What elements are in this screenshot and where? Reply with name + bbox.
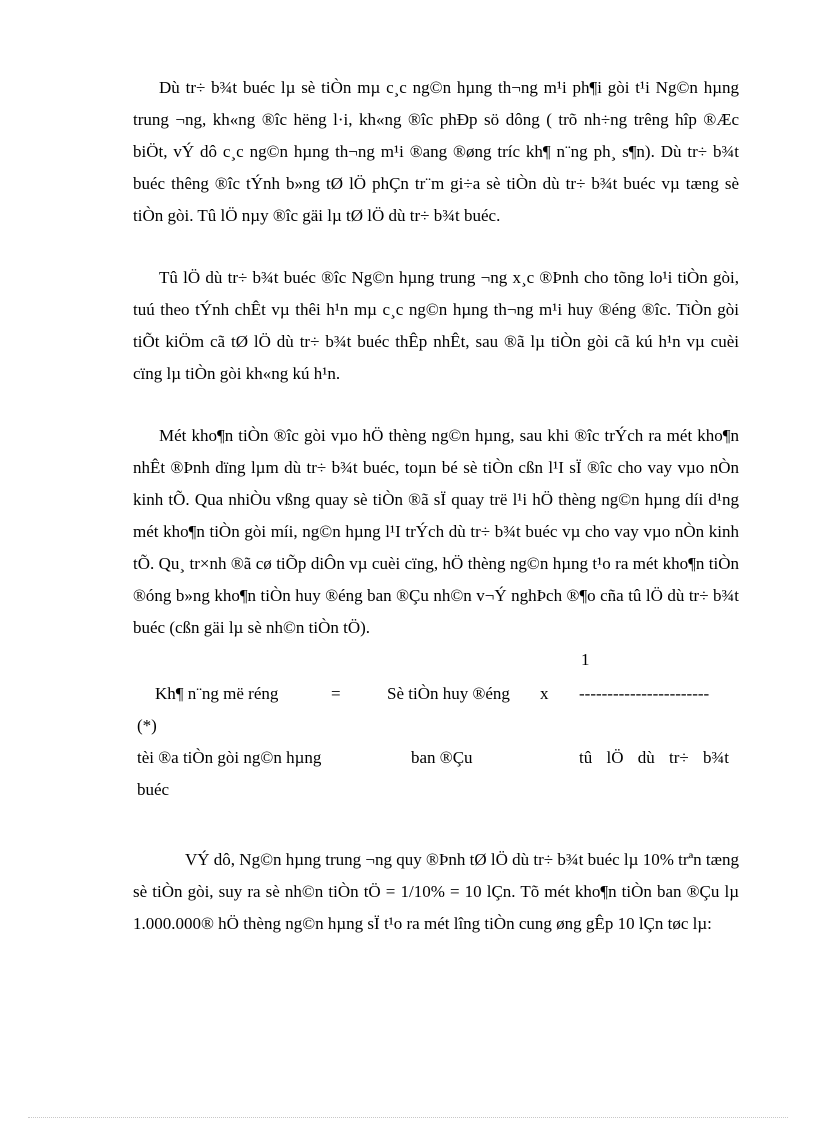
formula-middle-label-line2: ban ®Çu: [411, 748, 473, 767]
formula-fraction-bar: -----------------------: [579, 684, 710, 703]
formula-left-label: Kh¶ n¨ng më réng: [155, 684, 279, 703]
paragraph-reserve-ratio: Tû lÖ dù tr÷ b¾t buéc ®îc Ng©n hµng trung ¬ng x¸c ®Þnh cho tõng lo¹i tiÒn gòi, tuú theo tÝnh chÊt vµ thêi h¹n mµ c¸c ng©n hµng th¬ng m¹i huy ®éng ®îc. TiÒn gòi tiÕt kiÖm cã tØ lÖ dù tr÷ b¾t buéc thÊp nhÊt, sau ®ã lµ tiÒn gòi cã kú h¹n vµ cuèi cïng lµ tiÒn gòi kh«ng kú h¹n.: [133, 268, 739, 383]
formula-middle-label: Sè tiÒn huy ®éng: [387, 684, 510, 703]
formula-denominator: tû lÖ dù tr÷ b¾t: [579, 748, 729, 767]
document-body: [133, 72, 739, 940]
formula-marker: (*): [137, 716, 157, 735]
paragraph-required-reserves: Dù tr÷ b¾t buéc lµ sè tiÒn mµ c¸c ng©n hµng th¬ng m¹i ph¶i gòi t¹i Ng©n hµng trung ¬ng, kh«ng ®îc hëng l·i, kh«ng ®îc phÐp sö dông ( trõ nh÷ng trêng hîp ®Æc biÖt, vÝ dô c¸c ng©n hµng th¬ng m¹i ®ang ®øng tríc kh¶ n¨ng ph¸ s¶n). Dù tr÷ b¾t buéc thêng ®îc tÝnh b»ng tØ lÖ phÇn tr¨m gi÷a sè tiÒn dù tr÷ b¾t buéc vµ tæng sè tiÒn gòi. Tû lÖ nµy ®îc gäi lµ tØ lÖ dù tr÷ b¾t buéc.: [133, 78, 739, 225]
paragraph-money-multiplier: Mét kho¶n tiÒn ®îc gòi vµo hÖ thèng ng©n hµng, sau khi ®îc trÝch ra mét kho¶n nhÊt ®Þnh dïng lµm dù tr÷ b¾t buéc, toµn bé sè tiÒn cßn l¹I sÏ ®îc cho vay vµo nÒn kinh tÕ. Qua nhiÒu vßng quay sè tiÒn ®ã sÏ quay trë l¹i hÖ thèng ng©n hµng díi d¹ng mét kho¶n tiÒn gòi míi, ng©n hµng l¹I trÝch dù tr÷ b¾t buéc vµ cho vay vµo nÒn kinh tÕ. Qu¸ tr×nh ®ã cø tiÕp diÔn vµ cuèi cïng, hÖ thèng ng©n hµng t¹o ra mét kho¶n tiÒn ®óng b»ng kho¶n tiÒn huy ®éng ban ®Çu nh©n v¬Ý nghÞch ®¶o cña tû lÖ dù tr÷ b¾t buéc (cßn gäi lµ sè nh©n tiÒn tÖ).: [133, 426, 739, 637]
formula-left-label-line2: tèi ®a tiÒn gòi ng©n hµng: [137, 748, 322, 767]
paragraph-example: VÝ dô, Ng©n hµng trung ¬ng quy ®Þnh tØ lÖ dù tr÷ b¾t buéc lµ 10% trªn tæng sè tiÒn gòi, suy ra sè nh©n tiÒn tÖ = 1/10% = 10 lÇn. Tõ mét kho¶n tiÒn ban ®Çu lµ 1.000.000® hÖ thèng ng©n hµng sÏ t¹o ra mét lîng tiÒn cung øng gÊp 10 lÇn tøc lµ:: [133, 850, 739, 933]
formula-denominator-line2: buéc: [137, 780, 170, 799]
formula-numerator: 1: [581, 650, 590, 669]
formula-equals-sign: =: [331, 684, 341, 703]
page-bottom-divider: [28, 1117, 788, 1118]
formula-times-sign: x: [540, 684, 549, 703]
multiplier-formula: [133, 644, 739, 812]
